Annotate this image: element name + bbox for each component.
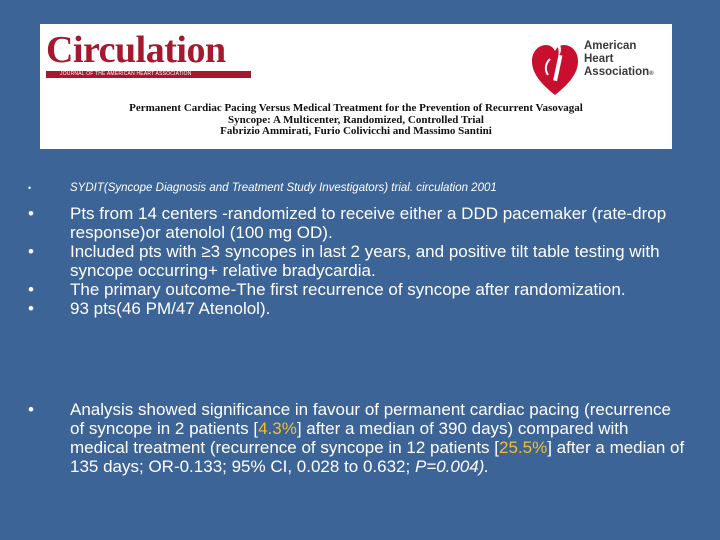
aha-line-3: Association [584,66,650,78]
bullet: • [28,183,32,193]
list-item [28,204,688,242]
aha-logo [530,37,672,103]
heart-torch-icon [530,37,580,99]
bullet: • [28,299,34,318]
point-text: Pts from 14 centers -randomized to receive either a DDD pacemaker (rate-drop response)or atenolol (100 mg OD). [70,204,667,242]
paper-authors: Fabrizio Ammirati, Furio Colivicchi and Massimo Santini [220,125,492,137]
point-text: The primary outcome-The first recurrence of syncope after randomization. [70,280,626,299]
aha-registered-mark: ® [649,71,654,77]
point-text: Included pts with ≥3 syncopes in last 2 years, and positive tilt table testing with syncope occurring+ relative bradycardia. [70,242,660,280]
bullet: • [28,204,34,223]
bullet: • [28,242,34,261]
paper-citation [40,103,672,138]
list-item [28,299,688,318]
trial-reference [28,182,688,194]
trial-details-list [28,204,688,318]
aha-line-2: Heart [584,53,614,65]
circulation-logo [46,30,251,78]
journal-subtitle: JOURNAL OF THE AMERICAN HEART ASSOCIATION [46,71,251,78]
bullet: • [28,280,34,299]
analysis-text-2: ] after a median of 390 days) compared with medical treatment (recurrence of syncope in 12 patients [ [70,419,629,457]
paper-title-line-1: Permanent Cardiac Pacing Versus Medical Treatment for the Prevention of Recurrent Vasovagal [129,102,583,114]
journal-name: Circulation [46,29,226,71]
list-item [28,242,688,280]
analysis-item [28,400,688,476]
analysis-list [28,400,688,476]
point-text: 93 pts(46 PM/47 Atenolol). [70,299,271,318]
aha-line-1: American [584,40,637,52]
trial-reference-text: SYDIT(Syncope Diagnosis and Treatment Study Investigators) trial. circulation 2001 [70,182,497,194]
paper-title-line-2: Syncope: A Multicenter, Randomized, Controlled Trial [228,113,484,126]
bullet: • [28,400,34,419]
paper-header [40,24,672,149]
analysis-text-3: ] after a median of 135 days; OR-0.133; 95% CI, 0.028 to 0.632; [70,438,685,476]
list-item [28,280,688,299]
pacing-recurrence-pct: 4.3% [258,419,297,438]
medical-recurrence-pct: 25.5% [499,438,548,457]
p-value: P=0.004). [414,457,490,476]
analysis-text-1: Analysis showed significance in favour of permanent cardiac pacing (recurrence of syncope in 2 patients [ [70,400,671,438]
